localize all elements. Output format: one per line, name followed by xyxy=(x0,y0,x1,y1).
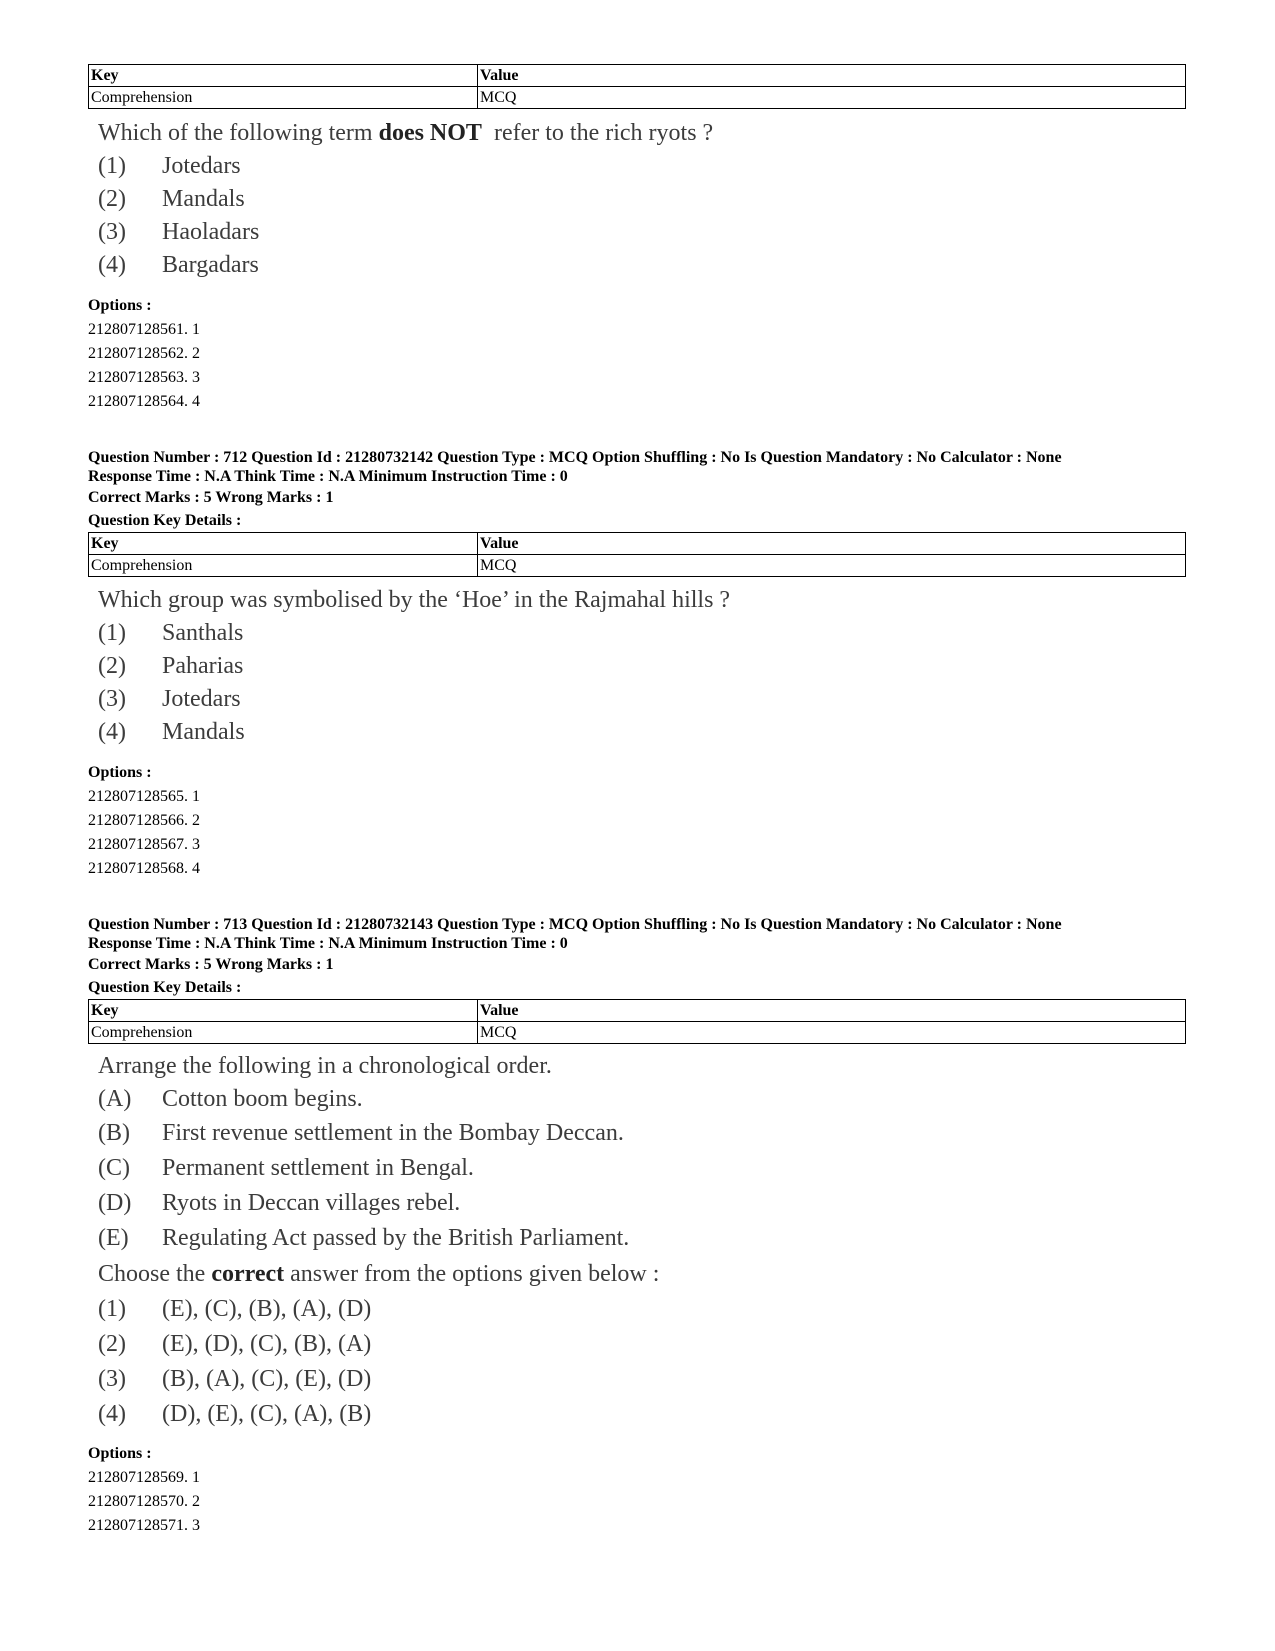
choice-item xyxy=(98,650,1186,683)
option-id: 212807128566. 2 xyxy=(88,812,200,829)
instruction-suffix: answer from the options given below : xyxy=(284,1261,660,1287)
choice-text: (D), (E), (C), (A), (B) xyxy=(162,1401,372,1427)
choice-text: Jotedars xyxy=(162,686,241,712)
event-letter: (B) xyxy=(98,1120,130,1146)
event-letter: (D) xyxy=(98,1190,132,1216)
choice-text: Haoladars xyxy=(162,219,260,245)
question-text-block-3 xyxy=(98,1050,1186,1432)
key-value-table-1 xyxy=(88,64,1186,109)
choice-number: (4) xyxy=(98,1401,126,1427)
option-id: 212807128562. 2 xyxy=(88,345,200,362)
option-id: 212807128571. 3 xyxy=(88,1517,200,1534)
choice-number: (3) xyxy=(98,219,126,245)
options-list-2 xyxy=(88,761,1186,881)
question-stem-prefix: Which of the following term xyxy=(98,120,379,146)
choice-number: (1) xyxy=(98,1296,126,1322)
question-meta-line: Response Time : N.A Think Time : N.A Minimum Instruction Time : 0 xyxy=(88,935,568,952)
event-item xyxy=(98,1151,1186,1186)
choice-number: (4) xyxy=(98,252,126,278)
choice-item xyxy=(98,216,1186,249)
key-cell: Comprehension xyxy=(89,1022,478,1044)
choice-item xyxy=(98,183,1186,216)
option-id: 212807128569. 1 xyxy=(88,1469,200,1486)
key-header: Key xyxy=(89,533,478,555)
choice-item xyxy=(98,150,1186,183)
table-row xyxy=(89,555,1186,577)
choice-item xyxy=(98,716,1186,749)
choice-item xyxy=(98,1362,1186,1397)
choice-number: (2) xyxy=(98,186,126,212)
choice-item xyxy=(98,683,1186,716)
table-row xyxy=(89,87,1186,109)
options-list-3 xyxy=(88,1442,1186,1538)
choice-text: Jotedars xyxy=(162,153,241,179)
document-page xyxy=(88,64,1186,1538)
choice-text: Santhals xyxy=(162,620,244,646)
choice-item xyxy=(98,1292,1186,1327)
question-meta-line: Question Number : 713 Question Id : 21280732143 Question Type : MCQ Option Shuffling : No Is Question Mandatory : No Calculator : None xyxy=(88,916,1062,933)
question-text-block-1 xyxy=(98,117,1186,282)
option-id: 212807128564. 4 xyxy=(88,393,200,410)
event-item xyxy=(98,1116,1186,1151)
option-id: 212807128568. 4 xyxy=(88,860,200,877)
event-letter: (E) xyxy=(98,1225,129,1251)
table-row xyxy=(89,1022,1186,1044)
option-id: 212807128565. 1 xyxy=(88,788,200,805)
options-list-1 xyxy=(88,294,1186,414)
event-text: Cotton boom begins. xyxy=(162,1086,363,1112)
table-header-row xyxy=(89,65,1186,87)
option-id: 212807128567. 3 xyxy=(88,836,200,853)
choice-number: (1) xyxy=(98,153,126,179)
question-meta-712 xyxy=(88,448,1186,532)
choice-item xyxy=(98,617,1186,650)
choice-number: (3) xyxy=(98,1366,126,1392)
question-meta-line: Response Time : N.A Think Time : N.A Minimum Instruction Time : 0 xyxy=(88,468,568,485)
options-label: Options : xyxy=(88,297,152,314)
event-item xyxy=(98,1186,1186,1221)
option-id: 212807128570. 2 xyxy=(88,1493,200,1510)
options-label: Options : xyxy=(88,1445,152,1462)
event-letter: (C) xyxy=(98,1155,130,1181)
question-meta-line: Question Number : 712 Question Id : 21280732142 Question Type : MCQ Option Shuffling : No Is Question Mandatory : No Calculator : None xyxy=(88,449,1062,466)
choice-text: (E), (D), (C), (B), (A) xyxy=(162,1331,372,1357)
event-text: Ryots in Deccan villages rebel. xyxy=(162,1190,461,1216)
key-cell: Comprehension xyxy=(89,87,478,109)
choice-text: Paharias xyxy=(162,653,244,679)
choice-number: (4) xyxy=(98,719,126,745)
choice-number: (2) xyxy=(98,653,126,679)
value-header: Value xyxy=(478,65,1186,87)
question-meta-713 xyxy=(88,915,1186,999)
question-stem-suffix: refer to the rich ryots ? xyxy=(481,120,714,146)
instruction-prefix: Choose the xyxy=(98,1261,212,1287)
event-item xyxy=(98,1221,1186,1256)
options-label: Options : xyxy=(88,764,152,781)
key-header: Key xyxy=(89,1000,478,1022)
key-value-table-2 xyxy=(88,532,1186,577)
choice-item xyxy=(98,1397,1186,1432)
event-text: First revenue settlement in the Bombay Deccan. xyxy=(162,1120,624,1146)
table-header-row xyxy=(89,1000,1186,1022)
key-cell: Comprehension xyxy=(89,555,478,577)
instruction-emphasis: correct xyxy=(211,1261,285,1287)
choice-number: (1) xyxy=(98,620,126,646)
choice-text: Mandals xyxy=(162,719,245,745)
event-letter: (A) xyxy=(98,1086,132,1112)
key-value-table-3 xyxy=(88,999,1186,1044)
question-text-block-2 xyxy=(98,584,1186,749)
choice-text: (E), (C), (B), (A), (D) xyxy=(162,1296,372,1322)
choice-text: (B), (A), (C), (E), (D) xyxy=(162,1366,372,1392)
event-text: Regulating Act passed by the British Parliament. xyxy=(162,1225,630,1251)
instruction-line xyxy=(98,1256,1186,1292)
value-header: Value xyxy=(478,533,1186,555)
choice-text: Bargadars xyxy=(162,252,259,278)
key-header: Key xyxy=(89,65,478,87)
question-stem: Which group was symbolised by the ‘Hoe’ in the Rajmahal hills ? xyxy=(98,587,731,613)
question-stem: Arrange the following in a chronological order. xyxy=(98,1053,552,1079)
question-stem xyxy=(98,117,1186,150)
table-header-row xyxy=(89,533,1186,555)
marks-line: Correct Marks : 5 Wrong Marks : 1 xyxy=(88,489,334,506)
key-details-label: Question Key Details : xyxy=(88,979,242,996)
choice-number: (3) xyxy=(98,686,126,712)
key-details-label: Question Key Details : xyxy=(88,512,242,529)
option-id: 212807128561. 1 xyxy=(88,321,200,338)
choice-item xyxy=(98,1327,1186,1362)
event-item xyxy=(98,1083,1186,1116)
question-stem-emphasis: does NOT xyxy=(378,120,482,146)
option-id: 212807128563. 3 xyxy=(88,369,200,386)
event-text: Permanent settlement in Bengal. xyxy=(162,1155,474,1181)
choice-number: (2) xyxy=(98,1331,126,1357)
marks-line: Correct Marks : 5 Wrong Marks : 1 xyxy=(88,956,334,973)
value-cell: MCQ xyxy=(478,1022,1186,1044)
choice-text: Mandals xyxy=(162,186,245,212)
value-header: Value xyxy=(478,1000,1186,1022)
choice-item xyxy=(98,249,1186,282)
value-cell: MCQ xyxy=(478,87,1186,109)
value-cell: MCQ xyxy=(478,555,1186,577)
